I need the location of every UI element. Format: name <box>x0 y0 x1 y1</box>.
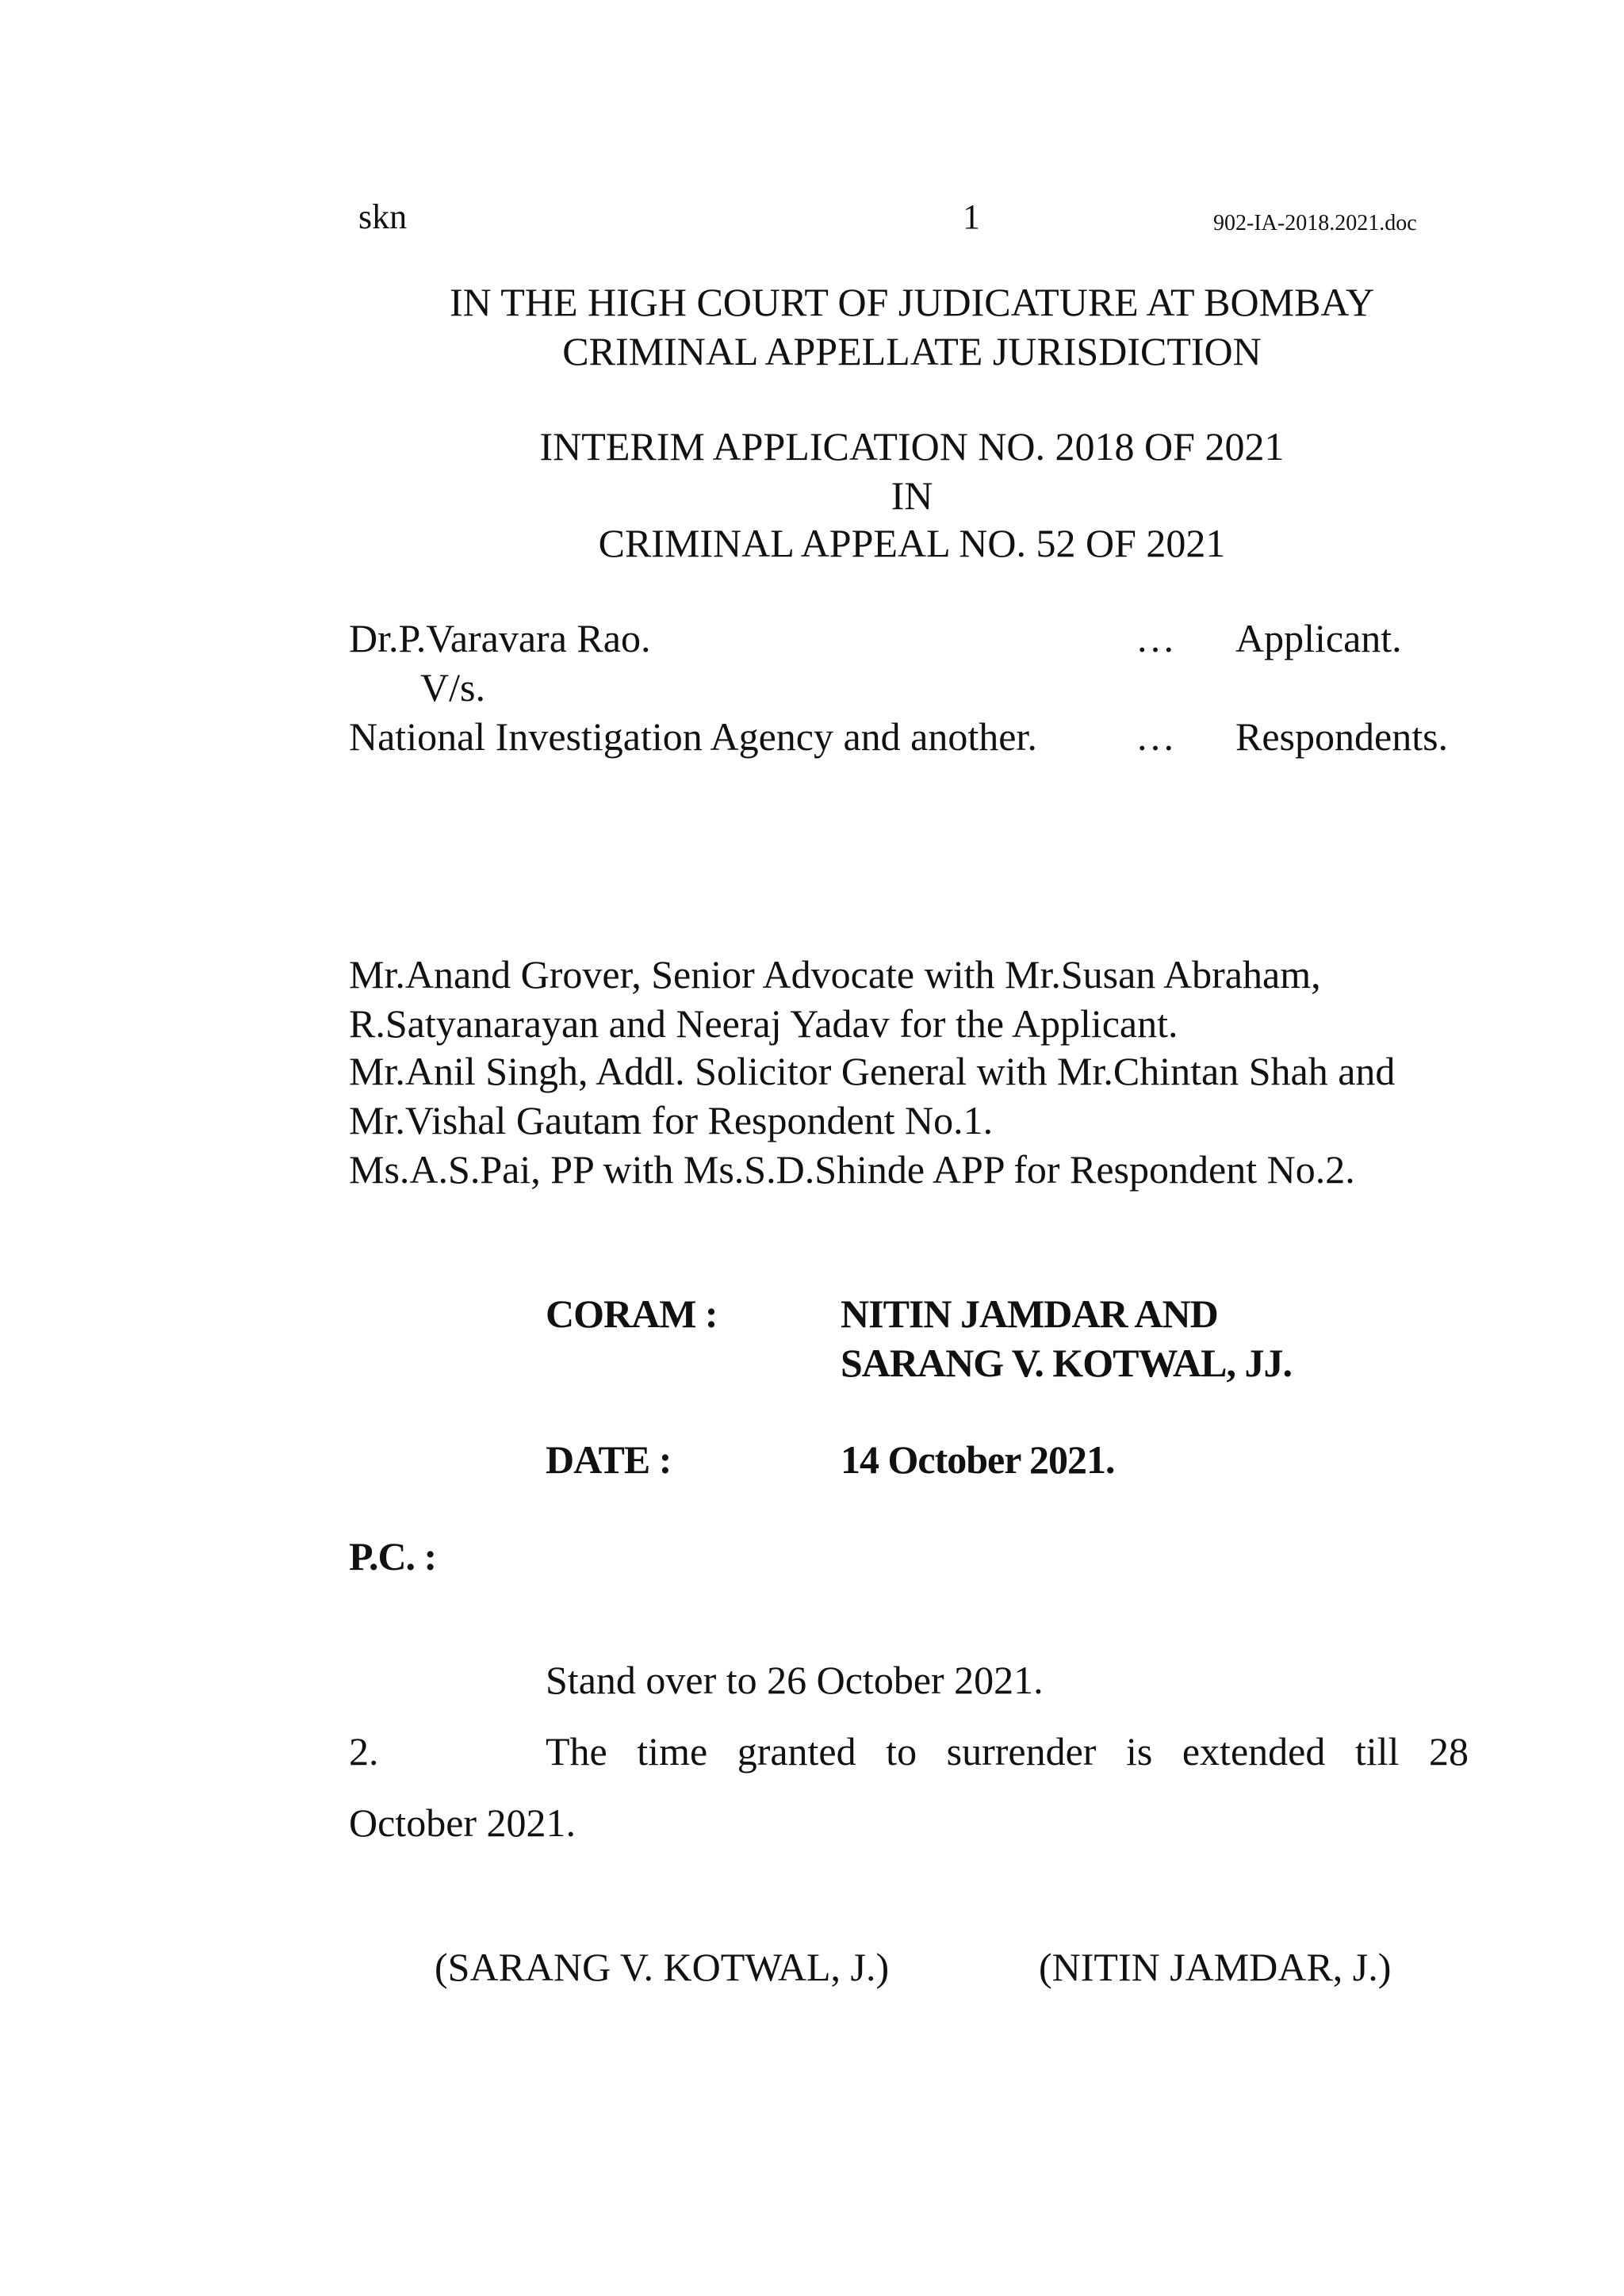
court-name: IN THE HIGH COURT OF JUDICATURE AT BOMBAY <box>449 280 1375 324</box>
signature-right: (NITIN JAMDAR, J.) <box>1039 1945 1392 1989</box>
order-paragraph-2-line2: October 2021. <box>349 1800 576 1845</box>
advocate-line: Mr.Anil Singh, Addl. Solicitor General with Mr.Chintan Shah and <box>349 1049 1396 1093</box>
coram-judges-line1: NITIN JAMDAR AND <box>841 1292 1218 1336</box>
applicant-dots: … <box>1136 616 1175 660</box>
advocate-line: Mr.Vishal Gautam for Respondent No.1. <box>349 1098 994 1142</box>
date-label: DATE : <box>546 1437 672 1482</box>
case-interim-application: INTERIM APPLICATION NO. 2018 OF 2021 <box>539 424 1285 469</box>
applicant-role: Applicant. <box>1235 616 1402 660</box>
court-jurisdiction: CRIMINAL APPELLATE JURISDICTION <box>562 329 1262 373</box>
page-number: 1 <box>963 197 980 236</box>
order-paragraph-2-number: 2. <box>349 1729 379 1774</box>
versus-label: V/s. <box>420 665 485 710</box>
coram-label: CORAM : <box>546 1292 718 1336</box>
applicant-name: Dr.P.Varavara Rao. <box>349 616 651 660</box>
advocate-line: R.Satyanarayan and Neeraj Yadav for the Applicant. <box>349 1001 1178 1046</box>
pc-label: P.C. : <box>349 1534 437 1578</box>
case-in: IN <box>891 473 933 518</box>
order-paragraph-2-line1: The time granted to surrender is extended till 28 <box>546 1729 1469 1774</box>
date-value: 14 October 2021. <box>841 1437 1115 1482</box>
header-initials: skn <box>358 197 408 236</box>
header-file-name: 902-IA-2018.2021.doc <box>1213 211 1417 235</box>
order-paragraph-1: Stand over to 26 October 2021. <box>546 1658 1044 1702</box>
respondent-name: National Investigation Agency and another. <box>349 714 1037 759</box>
advocate-line: Ms.A.S.Pai, PP with Ms.S.D.Shinde APP for Respondent No.2. <box>349 1147 1355 1192</box>
case-criminal-appeal: CRIMINAL APPEAL NO. 52 OF 2021 <box>598 521 1226 565</box>
respondent-role: Respondents. <box>1235 714 1449 759</box>
respondent-dots: … <box>1136 714 1175 759</box>
coram-judges-line2: SARANG V. KOTWAL, JJ. <box>841 1341 1292 1385</box>
advocate-line: Mr.Anand Grover, Senior Advocate with Mr.Susan Abraham, <box>349 952 1321 997</box>
signature-left: (SARANG V. KOTWAL, J.) <box>435 1945 890 1989</box>
